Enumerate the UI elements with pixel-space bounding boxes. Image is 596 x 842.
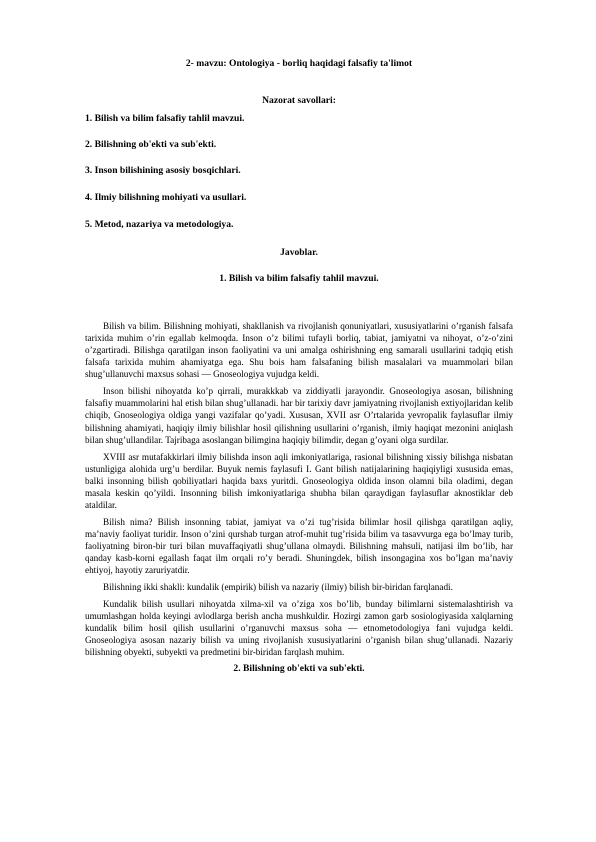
paragraph: Kundalik bilish usullari nihoyatda xilma-xil va o’ziga xos bo’lib, bunday bilimlarni sistemalashtirish va umumlashgan holda keyingi avlodlarga berish ancha mushkuldir. Hozirgi zamon garb sosiologiyasida xalqlarning kundalik bilim hosil qilish usullarini o’rganuvchi maxsus soha — etnometodologiya fani vujudga keldi. Gnoseologiya asosan nazariy bilish va uning rivojlanish xususiyatlarini o’rganish bilan shug’ullanadi. Nazariy bilishning obyekti, subyekti va predmetini bir-biridan farqlash muhim.	[85, 598, 513, 658]
question-item-2: 2. Bilishning ob'ekti va sub'ekti.	[85, 139, 217, 150]
section-1-heading: 1. Bilish va bilim falsafiy tahlil mavzui.	[219, 273, 379, 284]
question-item-1: 1. Bilish va bilim falsafiy tahlil mavzui.	[85, 113, 245, 124]
document-body	[85, 320, 513, 675]
question-item-5: 5. Metod, nazariya va metodologiya.	[85, 219, 234, 230]
answers-heading: Javoblar.	[280, 247, 318, 258]
document-title: 2- mavzu: Ontologiya - borliq haqidagi falsafiy ta'limot	[185, 58, 413, 69]
paragraph: Bilishning ikki shakli: kundalik (empirik) bilish va nazariy (ilmiy) bilish bir-biridan farqlanadi.	[103, 582, 453, 593]
paragraph: Bilish nima? Bilish insonning tabiat, jamiyat va o’zi tug’risida bilimlar hosil qilishga qaratilgan aqliy, ma’naviy faoliyat turidir. Inson o’zini qurshab turgan atrof-muhit tug’risida bilim va tasavvurga ega bo’lmay turib, faoliyatning biron-bir turi bilan muvaffaqiyatli shug’ullana olmaydi. Bilishning mahsuli, natijasi ilm bo’lib, har qanday kasb-korni egallash faqat ilm orqali ro’y beradi. Shuningdek, bilish insongagina xos bo’lgan ma’naviy ehtiyoj, hayotiy zaruriyatdir.	[85, 516, 513, 576]
section-2-heading: 2. Bilishning ob'ekti va sub'ekti.	[233, 663, 365, 675]
question-item-3: 3. Inson bilishining asosiy bosqichlari.	[85, 165, 241, 176]
paragraph: XVIII asr mutafakkirlari ilmiy bilishda inson aqli imkoniyatlariga, rasional bilishning xissiy bilishga nisbatan ustunligiga alohida urg’u berdilar. Buyuk nemis faylasufi I. Gant bilish natijalarining haqiqiyligi xususida emas, balki insonning bilish qobiliyatlari haqida baxs yuritdi. Gnoseologiya oldida inson olamni bila oladimi, degan masala keskin qo’yildi. Insonning bilish imkoniyatlariga shubha bilan qaraydigan faylasuflar aknostiklar deb ataldilar.	[85, 451, 513, 510]
questions-heading: Nazorat savollari:	[262, 95, 336, 106]
question-item-4: 4. Ilmiy bilishning mohiyati va usullari.	[85, 192, 247, 203]
paragraph: Bilish va bilim. Bilishning mohiyati, shakllanish va rivojlanish qonuniyatlari, xususiyatlarini o’rganish falsafa tarixida muhim o’rin egallab kelmoqda. Inson o’z bilimi tufayli borliq, tabiat, jamiyatni va nihoyat, o’z-o’zini o’zgartiradi. Bilishga qaratilgan inson faoliyatini va uni amalga oshirishning eng samarali usullarini tadqiq etish falsafa tarixida muhim ahamiyatga ega. Shu bois ham falsafaning bilish masalalari va muammolari bilan shug’ullanuvchi maxsus sohasi — Gnoseologiya vujudga keldi.	[85, 321, 513, 380]
paragraph: Inson bilishi nihoyatda ko’p qirrali, murakkkab va ziddiyatli jarayondir. Gnoseologiya asosan, bilishning falsafiy muammolarini hal etish bilan shug’ullanadi. har bir tarixiy davr jamiyatning rivojlanish extiyojlaridan kelib chiqib, Gnoseologiya oldiga yangi vazifalar qo’yadi. Xususan, XVII asr O’rtalarida yevropalik faylasuflar ilmiy bilishning ahamiyati, haqiqiy ilmiy bilishlar hosil qilishning usullarini o’rganish, ilmiy haqiqat mezonini aniqlash bilan shug’ullandilar. Tajribaga asoslangan bilimgina haqiqiy bilimdir, degan g’oyani olga surdilar.	[85, 386, 513, 445]
